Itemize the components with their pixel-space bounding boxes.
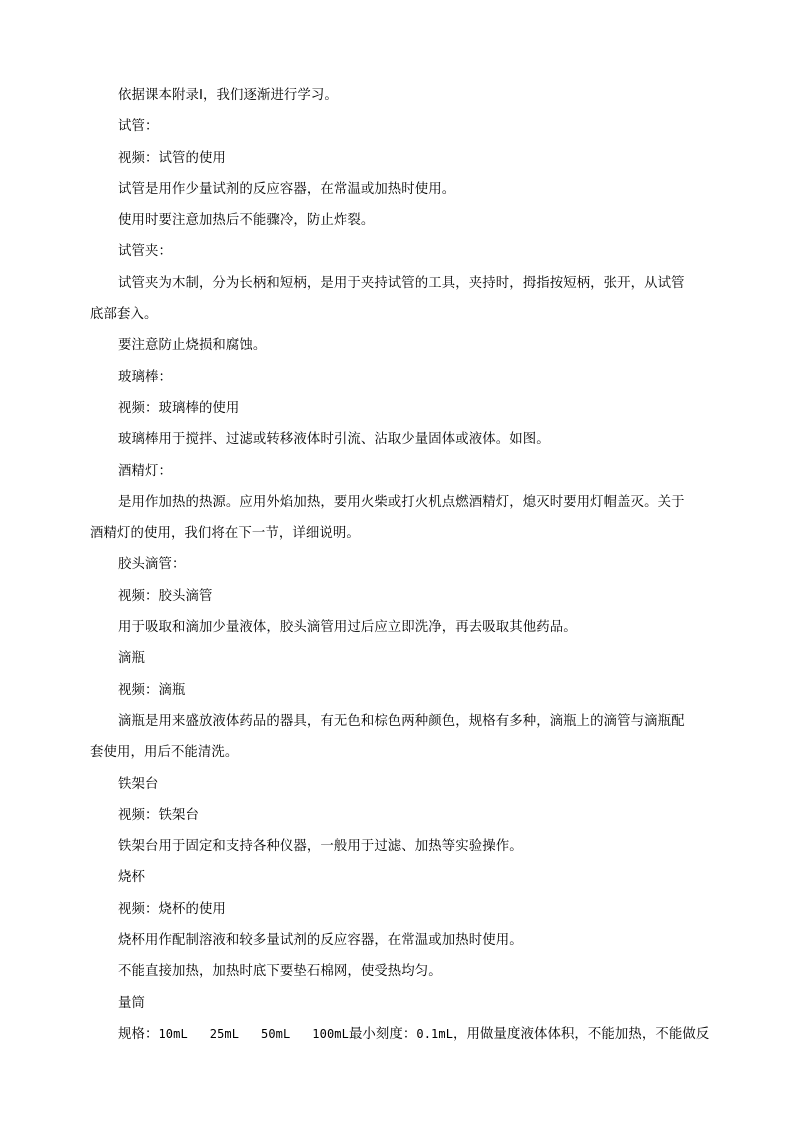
spec-precision-value: 0.1mL (416, 1026, 454, 1041)
video-dropper: 视频：胶头滴管 (118, 588, 213, 604)
document-body (90, 80, 710, 1050)
heading-dropping-bottle: 滴瓶 (118, 651, 145, 667)
heading-test-tube-holder: 试管夹： (118, 244, 172, 260)
paragraph-line: 玻璃棒用于搅拌、过滤或转移液体时引流、沾取少量固体或液体。如图。 (118, 432, 550, 448)
intro-line: 依据课本附录Ⅰ，我们逐渐进行学习。 (118, 88, 338, 103)
paragraph-line: 烧杯用作配制溶液和较多量试剂的反应容器，在常温或加热时使用。 (118, 933, 523, 949)
spec-rest: ，用做量度液体体积，不能加热，不能做反 (453, 1026, 710, 1042)
paragraph-line: 试管是用作少量试剂的反应容器，在常温或加热时使用。 (118, 181, 456, 197)
paragraph-line: 酒精灯的使用，我们将在下一节，详细说明。 (90, 526, 360, 542)
video-test-tube: 视频：试管的使用 (118, 150, 226, 166)
heading-glass-rod: 玻璃棒： (118, 369, 172, 385)
paragraph-line: 是用作加热的热源。应用外焰加热，要用火柴或打火机点燃酒精灯，熄灭时要用灯帽盖灭。关于 (118, 494, 685, 510)
video-dropping-bottle: 视频：滴瓶 (118, 682, 186, 698)
paragraph-line: 用于吸取和滴加少量液体，胶头滴管用过后应立即洗净，再去吸取其他药品。 (118, 620, 577, 636)
paragraph-line: 铁架台用于固定和支持各种仪器，一般用于过滤、加热等实验操作。 (118, 839, 523, 855)
heading-iron-stand: 铁架台 (118, 776, 159, 792)
spec-sizes: 10mL 25mL 50mL 100mL (158, 1026, 349, 1041)
spec-label: 规格： (118, 1026, 159, 1042)
paragraph-line: 要注意防止烧损和腐蚀。 (118, 338, 267, 354)
paragraph-line: 使用时要注意加热后不能骤冷，防止炸裂。 (118, 213, 375, 229)
video-glass-rod: 视频：玻璃棒的使用 (118, 400, 240, 416)
spec-line (90, 1019, 710, 1050)
paragraph-line: 滴瓶是用来盛放液体药品的器具，有无色和棕色两种颜色，规格有多种，滴瓶上的滴管与滴瓶配 (118, 713, 685, 729)
spec-precision-label: 最小刻度： (348, 1026, 417, 1042)
paragraph-line: 不能直接加热，加热时底下要垫石棉网，使受热均匀。 (118, 964, 442, 980)
heading-graduated-cylinder: 量筒 (118, 995, 145, 1011)
heading-test-tube: 试管： (118, 119, 159, 135)
heading-alcohol-lamp: 酒精灯： (118, 463, 172, 479)
paragraph-line: 底部套入。 (90, 307, 158, 323)
video-beaker: 视频：烧杯的使用 (118, 901, 226, 917)
paragraph-line: 试管夹为木制，分为长柄和短柄，是用于夹持试管的工具，夹持时，拇指按短柄，张开，从试管 (118, 275, 685, 291)
video-iron-stand: 视频：铁架台 (118, 807, 199, 823)
paragraph-line: 套使用，用后不能清洗。 (90, 745, 239, 761)
heading-beaker: 烧杯 (118, 870, 145, 886)
heading-dropper: 胶头滴管： (118, 557, 186, 573)
